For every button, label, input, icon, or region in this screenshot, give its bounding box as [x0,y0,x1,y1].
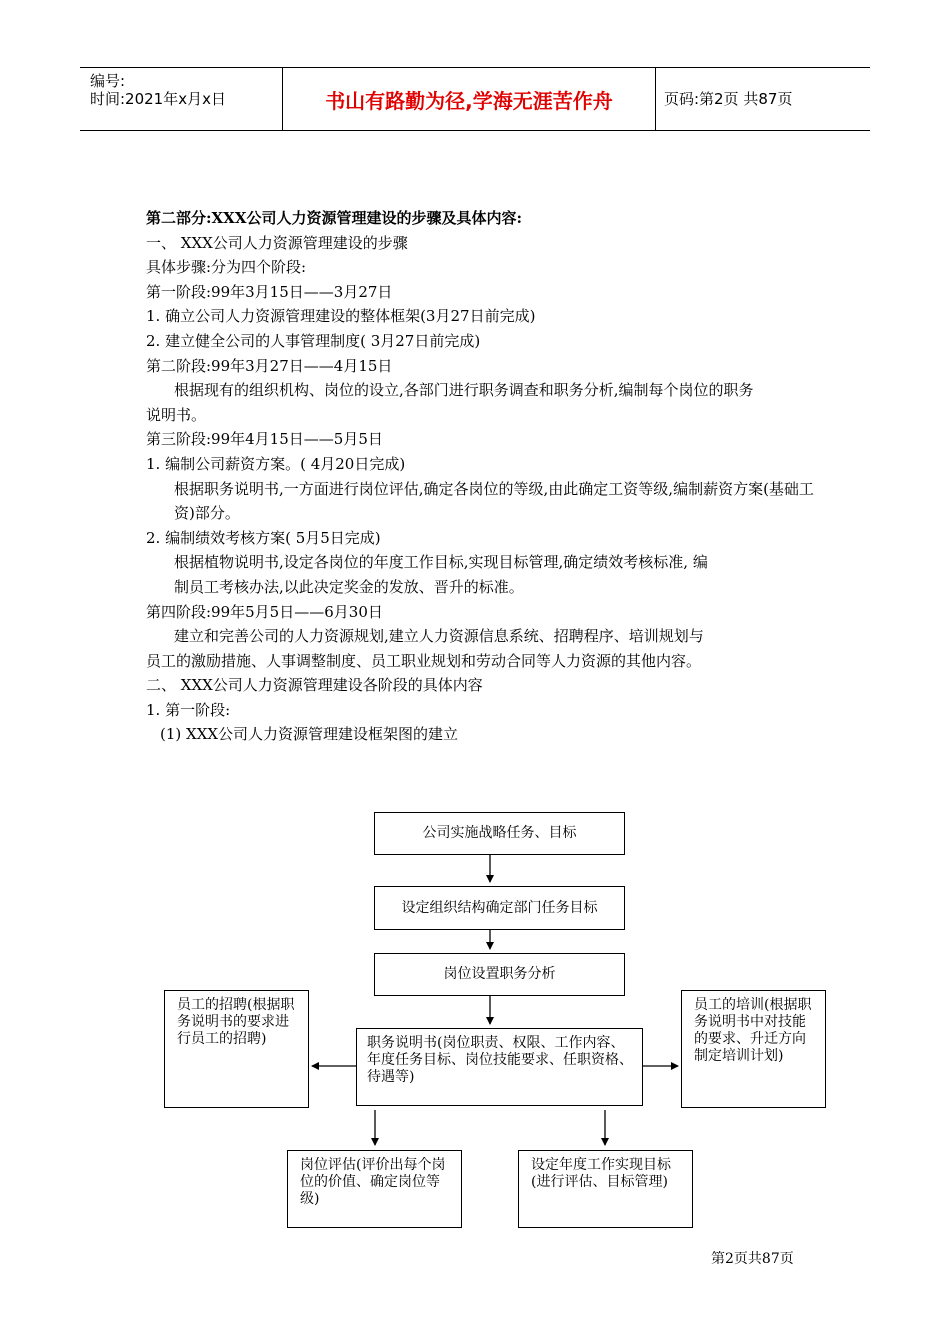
job-evaluation-box-label: 岗位评估(评价出每个岗位的价值、确定岗位等级) [300,1157,446,1207]
text-line: 具体步骤:分为四个阶段: [146,258,307,277]
job-evaluation-box [287,1150,462,1228]
text-line: 2. 建立健全公司的人事管理制度( 3月27日前完成) [146,331,481,350]
text-line: 根据植物说明书,设定各岗位的年度工作目标,实现目标管理,确定绩效考核标准, 编 [174,553,708,572]
recruitment-box [164,990,309,1108]
text-line: 制员工考核办法,以此决定奖金的发放、晋升的标准。 [174,577,524,596]
strategy-box [374,812,625,855]
text-line: 第一阶段:99年3月15日——3月27日 [146,282,393,301]
text-line: 第四阶段:99年5月5日——6月30日 [146,602,383,621]
header-motto: 书山有路勤为径,学海无涯苦作舟 [325,88,613,113]
strategy-box-label: 公司实施战略任务、目标 [422,825,577,841]
text-line: 根据现有的组织机构、岗位的设立,各部门进行职务调查和职务分析,编制每个岗位的职务 [174,381,754,400]
section-title: 第二部分:XXX公司人力资源管理建设的步骤及具体内容: [146,209,522,227]
header-page-label: 页码:第2页 共87页 [664,90,793,108]
annual-goal-box-label: 设定年度工作实现目标(进行评估、目标管理) [531,1157,671,1190]
job-analysis-box-label: 岗位设置职务分析 [443,966,556,982]
text-line: 第三阶段:99年4月15日——5月5日 [146,430,383,449]
training-box-label: 员工的培训(根据职务说明书中对技能的要求、升迁方向制定培训计划) [694,997,812,1064]
text-line: (1) XXX公司人力资源管理建设框架图的建立 [160,725,459,744]
text-line: 2. 编制绩效考核方案( 5月5日完成) [146,528,381,547]
annual-goal-box [518,1150,693,1228]
text-line: 一、 XXX公司人力资源管理建设的步骤 [146,233,408,252]
time-label: 时间:2021年x月x日 [90,90,226,108]
job-description-box [356,1028,643,1106]
code-label: 编号: [90,72,126,90]
text-line: 建立和完善公司的人力资源规划,建立人力资源信息系统、招聘程序、培训规划与 [174,627,704,646]
text-line: 1. 确立公司人力资源管理建设的整体框架(3月27日前完成) [146,307,536,326]
job-description-box-label: 职务说明书(岗位职责、权限、工作内容、年度任务目标、岗位技能要求、任职资格、待遇等) [367,1035,633,1085]
org-structure-box-label: 设定组织结构确定部门任务目标 [401,899,598,916]
text-line: 1. 编制公司薪资方案。( 4月20日完成) [146,454,406,473]
text-line: 1. 第一阶段: [146,700,231,719]
recruitment-box-label: 员工的招聘(根据职务说明书的要求进行员工的招聘) [177,997,295,1047]
text-line: 二、 XXX公司人力资源管理建设各阶段的具体内容 [146,676,483,695]
text-paragraph: 根据职务说明书,一方面进行岗位评估,确定各岗位的等级,由此确定工资等级,编制薪资方案(基础工资)部分。 [174,479,814,523]
text-line: 员工的激励措施、人事调整制度、员工职业规划和劳动合同等人力资源的其他内容。 [146,651,702,670]
job-analysis-box [374,953,625,996]
text-line: 第二阶段:99年3月27日——4月15日 [146,356,393,375]
org-structure-box [374,886,625,930]
text-line: 说明书。 [146,405,207,424]
training-box [681,990,826,1108]
page-footer: 第2页共87页 [711,1251,794,1267]
